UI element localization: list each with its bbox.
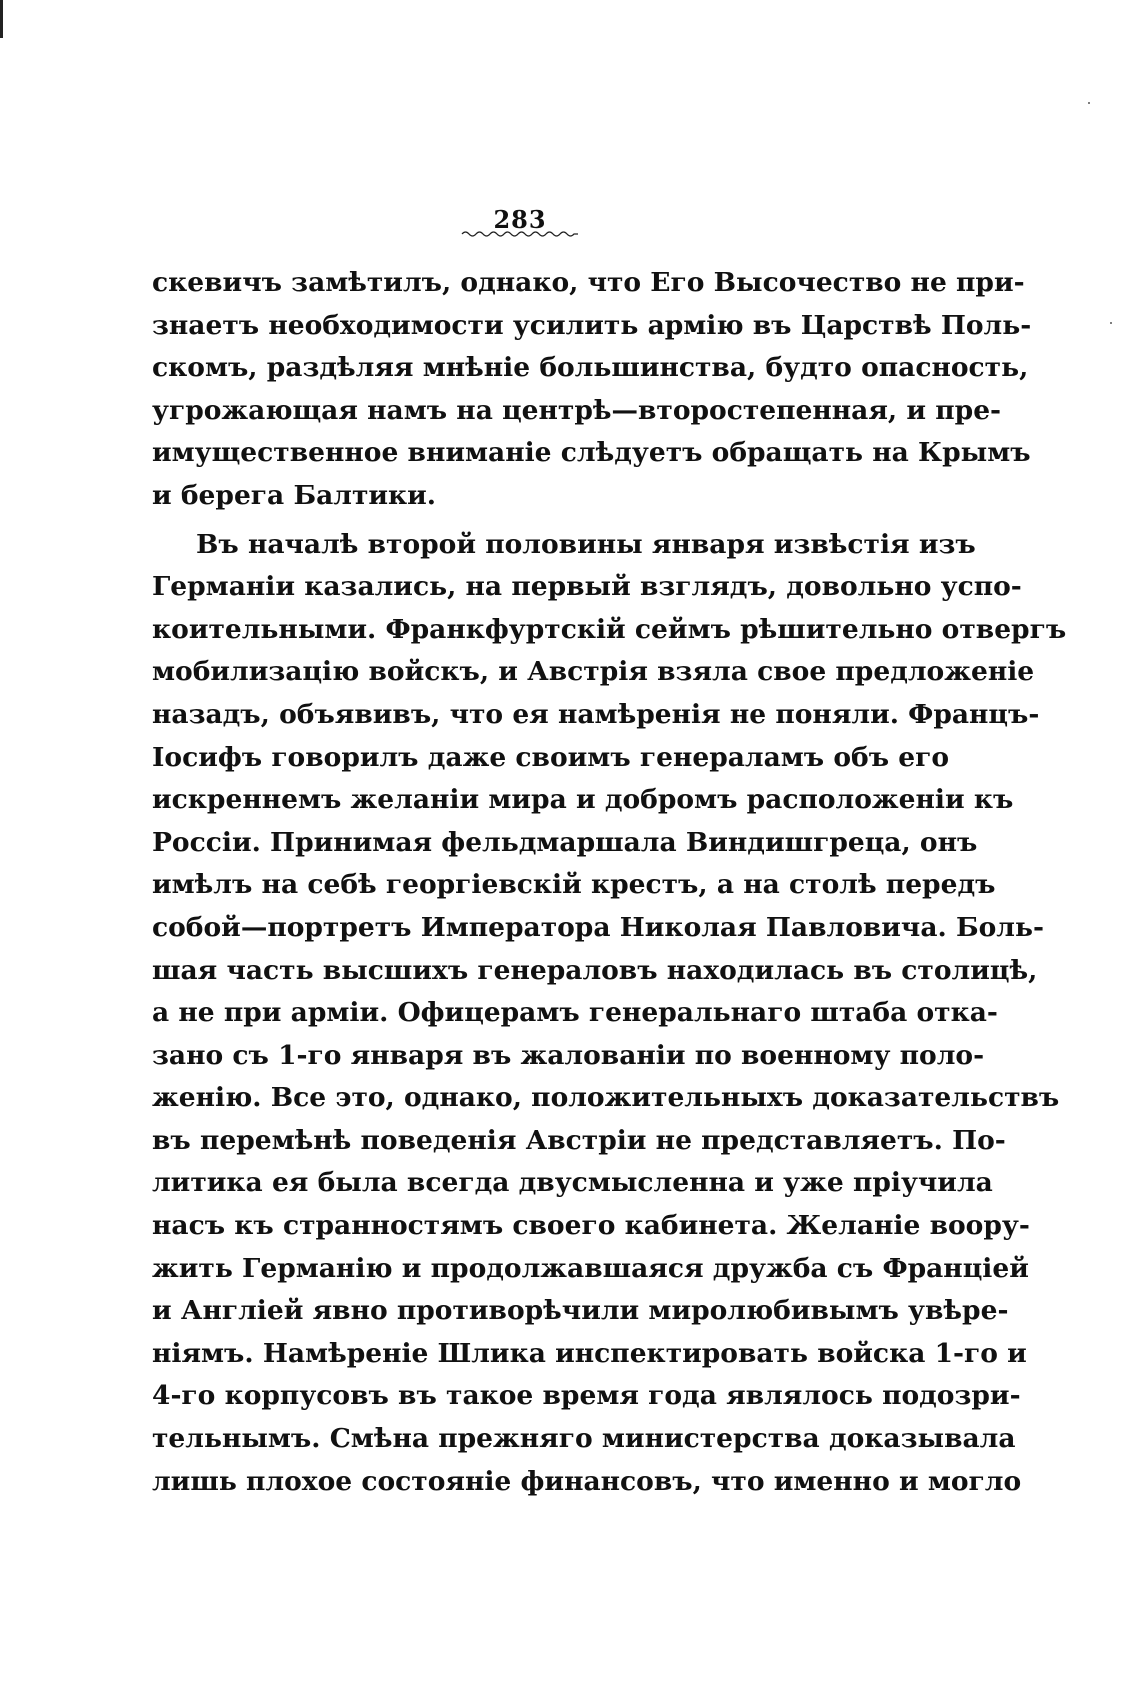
paragraph <box>152 262 1032 518</box>
text-line: лишь плохое состояніе финансовъ, что именно и могло <box>152 1465 1022 1497</box>
text-line: ніямъ. Намѣреніе Шлика инспектировать войска 1-го и <box>152 1337 1027 1369</box>
text-line: коительными. Франкфуртскій сеймъ рѣшительно отвергъ <box>152 613 1067 645</box>
text-line: зано съ 1-го января въ жалованіи по военному поло- <box>152 1039 985 1071</box>
text-line: имущественное вниманіе слѣдуетъ обращать на Крымъ <box>152 437 1031 469</box>
text-line: назадъ, объявивъ, что ея намѣренія не поняли. Францъ- <box>152 698 1040 730</box>
text-line: искреннемъ желаніи мира и добромъ расположеніи къ <box>152 784 1014 816</box>
text-line: Россіи. Принимая фельдмаршала Виндишгреца, онъ <box>152 826 978 858</box>
text-line: насъ къ странностямъ своего кабинета. Желаніе воору- <box>152 1210 1030 1242</box>
text-line: жить Германію и продолжавшаяся дружба съ Франціей <box>152 1252 1029 1284</box>
page-number: 283 <box>493 205 547 234</box>
text-line: и Англіей явно противорѣчили миролюбивымъ увѣре- <box>152 1295 1009 1327</box>
text-line: и берега Балтики. <box>152 479 437 511</box>
text-line: тельнымъ. Смѣна прежняго министерства доказывала <box>152 1423 1016 1455</box>
text-line: Въ началѣ второй половины января извѣстія изъ <box>196 528 976 560</box>
text-line: шая часть высшихъ генераловъ находилась въ столицѣ, <box>152 954 1038 986</box>
scan-edge-mark <box>0 0 3 38</box>
scan-speck <box>1110 322 1112 324</box>
text-line: знаетъ необходимости усилить армію въ Царствѣ Поль- <box>152 309 1032 341</box>
text-line: Іосифъ говорилъ даже своимъ генераламъ объ его <box>152 741 950 773</box>
text-line: 4-го корпусовъ въ такое время года являлось подозри- <box>152 1380 1021 1412</box>
text-line: собой—портретъ Императора Николая Павловича. Боль- <box>152 911 1044 943</box>
text-line: литика ея была всегда двусмысленна и уже пріучила <box>152 1167 993 1199</box>
body-text <box>152 262 1067 1503</box>
text-line: скевичъ замѣтилъ, однако, что Его Высочество не при- <box>152 267 1025 298</box>
text-line: въ перемѣнѣ поведенія Австріи не представляетъ. По- <box>152 1124 1006 1156</box>
paragraph <box>152 524 1067 1504</box>
text-line: угрожающая намъ на центрѣ—второстепенная, и пре- <box>152 394 1002 426</box>
text-line: мобилизацію войскъ, и Австрія взяла свое предложеніе <box>152 656 1035 688</box>
text-line: женію. Все это, однако, положительныхъ доказательствъ <box>152 1082 1060 1114</box>
text-line: имѣлъ на себѣ георгіевскій крестъ, а на столѣ передъ <box>152 869 996 901</box>
wavy-rule-ornament <box>460 228 578 240</box>
scan-speck <box>1088 102 1090 104</box>
text-line: Германіи казались, на первый взглядъ, довольно успо- <box>152 571 1022 603</box>
text-line: скомъ, раздѣляя мнѣніе большинства, будто опасность, <box>152 352 1029 384</box>
text-line: а не при арміи. Офицерамъ генеральнаго штаба отка- <box>152 997 998 1029</box>
